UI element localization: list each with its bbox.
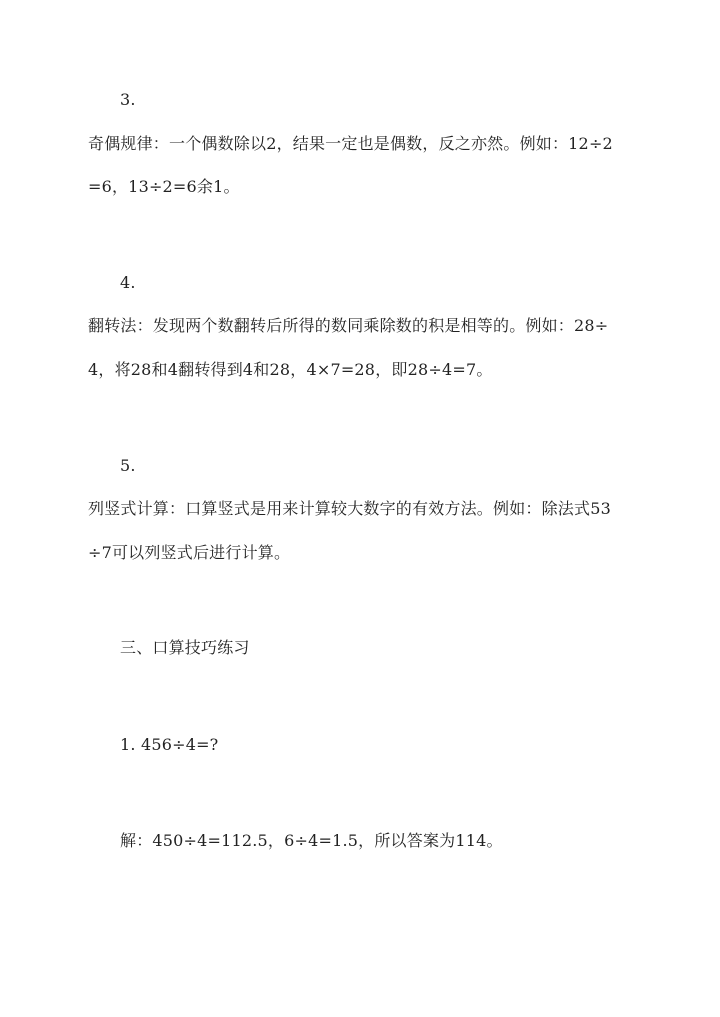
section-3-line-1: 奇偶规律：一个偶数除以2，结果一定也是偶数，反之亦然。例如：12÷2	[88, 134, 613, 153]
section-5-number: 5.	[120, 456, 136, 475]
practice-answer: 解：450÷4=112.5，6÷4=1.5，所以答案为114。	[120, 831, 503, 850]
section-4-line-2: 4，将28和4翻转得到4和28，4×7=28，即28÷4=7。	[88, 360, 493, 379]
practice-question: 1. 456÷4=?	[120, 735, 219, 754]
section-5-line-1: 列竖式计算：口算竖式是用来计算较大数字的有效方法。例如：除法式53	[88, 499, 611, 518]
section-3-line-2: =6，13÷2=6余1。	[88, 177, 240, 196]
section-4-line-1: 翻转法：发现两个数翻转后所得的数同乘除数的积是相等的。例如：28÷	[88, 316, 609, 335]
section-5-line-2: ÷7可以列竖式后进行计算。	[88, 543, 291, 562]
section-4-number: 4.	[120, 273, 136, 292]
practice-heading: 三、口算技巧练习	[120, 638, 250, 657]
section-3-number: 3.	[120, 90, 136, 109]
